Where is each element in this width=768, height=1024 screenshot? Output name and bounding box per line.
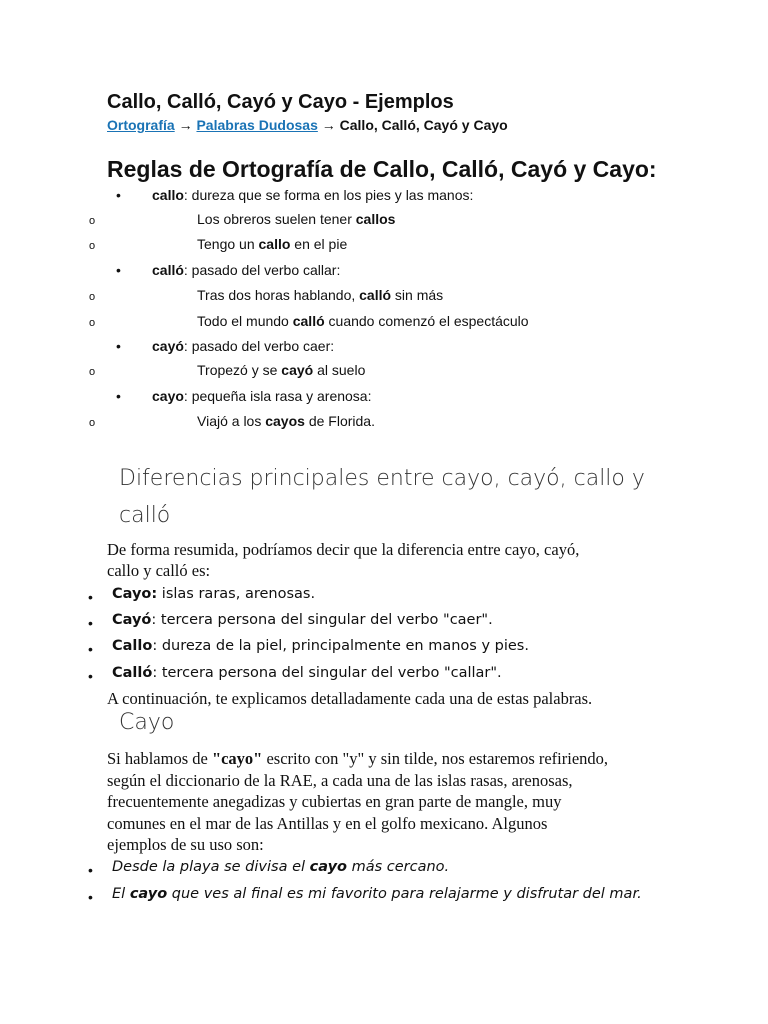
example-item: Desde la playa se divisa el cayo más cercano. — [112, 859, 450, 875]
page-title: Callo, Calló, Cayó y Cayo - Ejemplos — [107, 91, 454, 113]
sub-bullet: o — [89, 317, 96, 329]
breadcrumb-current: Callo, Calló, Cayó y Cayo — [339, 117, 508, 133]
section-heading-reglas: Reglas de Ortografía de Callo, Calló, Cayó y Cayo: — [107, 156, 657, 182]
breadcrumb-arrow: → — [317, 117, 340, 133]
sub-bullet: o — [89, 240, 96, 252]
paragraph-line: De forma resumida, podríamos decir que la diferencia entre cayo, cayó, — [107, 540, 580, 559]
example-item: Viajó a los cayos de Florida. — [197, 413, 375, 429]
list-item: Cayo: islas raras, arenosas. — [112, 586, 316, 602]
section-heading-cayo: Cayo — [119, 710, 175, 735]
list-item: calló: pasado del verbo callar: — [152, 262, 341, 278]
list-item: callo: dureza que se forma en los pies y las manos: — [152, 187, 474, 203]
breadcrumb — [107, 117, 508, 133]
breadcrumb-arrow: → — [174, 117, 197, 133]
paragraph-line: A continuación, te explicamos detalladamente cada una de estas palabras. — [107, 689, 593, 708]
paragraph-line: comunes en el mar de las Antillas y en el golfo mexicano. Algunos — [107, 814, 548, 833]
sub-bullet: o — [89, 215, 96, 227]
bullet: • — [116, 388, 121, 404]
bullet: • — [116, 187, 121, 203]
bullet: • — [88, 862, 93, 878]
section-heading-diferencias: Diferencias principales entre cayo, cayó, callo y — [119, 466, 645, 491]
example-item: El cayo que ves al final es mi favorito para relajarme y disfrutar del mar. — [112, 886, 642, 902]
example-item: Tropezó y se cayó al suelo — [197, 362, 366, 378]
breadcrumb-link-palabras-dudosas[interactable]: Palabras Dudosas — [196, 117, 318, 133]
list-item: cayo: pequeña isla rasa y arenosa: — [152, 388, 372, 404]
bullet: • — [88, 889, 93, 905]
example-item: Tengo un callo en el pie — [197, 236, 348, 252]
list-item: Calló: tercera persona del singular del verbo "callar". — [112, 665, 502, 681]
sub-bullet: o — [89, 417, 96, 429]
bullet: • — [116, 262, 121, 278]
list-item: cayó: pasado del verbo caer: — [152, 338, 335, 354]
bullet: • — [88, 641, 93, 657]
bullet: • — [88, 615, 93, 631]
sub-bullet: o — [89, 366, 96, 378]
example-item: Los obreros suelen tener callos — [197, 211, 396, 227]
bullet: • — [116, 338, 121, 354]
paragraph-line: callo y calló es: — [107, 561, 211, 580]
paragraph-line: según el diccionario de la RAE, a cada una de las islas rasas, arenosas, — [107, 771, 573, 790]
bullet: • — [88, 668, 93, 684]
paragraph-line: ejemplos de su uso son: — [107, 835, 264, 854]
breadcrumb-link-ortografia[interactable]: Ortografía — [107, 117, 175, 133]
list-item: Cayó: tercera persona del singular del verbo "caer". — [112, 612, 493, 628]
paragraph-line: Si hablamos de "cayo" escrito con "y" y sin tilde, nos estaremos refiriendo, — [107, 749, 609, 768]
sub-bullet: o — [89, 291, 96, 303]
paragraph-line: frecuentemente anegadizas y cubiertas en gran parte de mangle, muy — [107, 792, 562, 811]
list-item: Callo: dureza de la piel, principalmente en manos y pies. — [112, 638, 529, 654]
bullet: • — [88, 589, 93, 605]
section-heading-diferencias-cont: calló — [119, 503, 171, 528]
example-item: Tras dos horas hablando, calló sin más — [197, 287, 444, 303]
example-item: Todo el mundo calló cuando comenzó el espectáculo — [197, 313, 529, 329]
